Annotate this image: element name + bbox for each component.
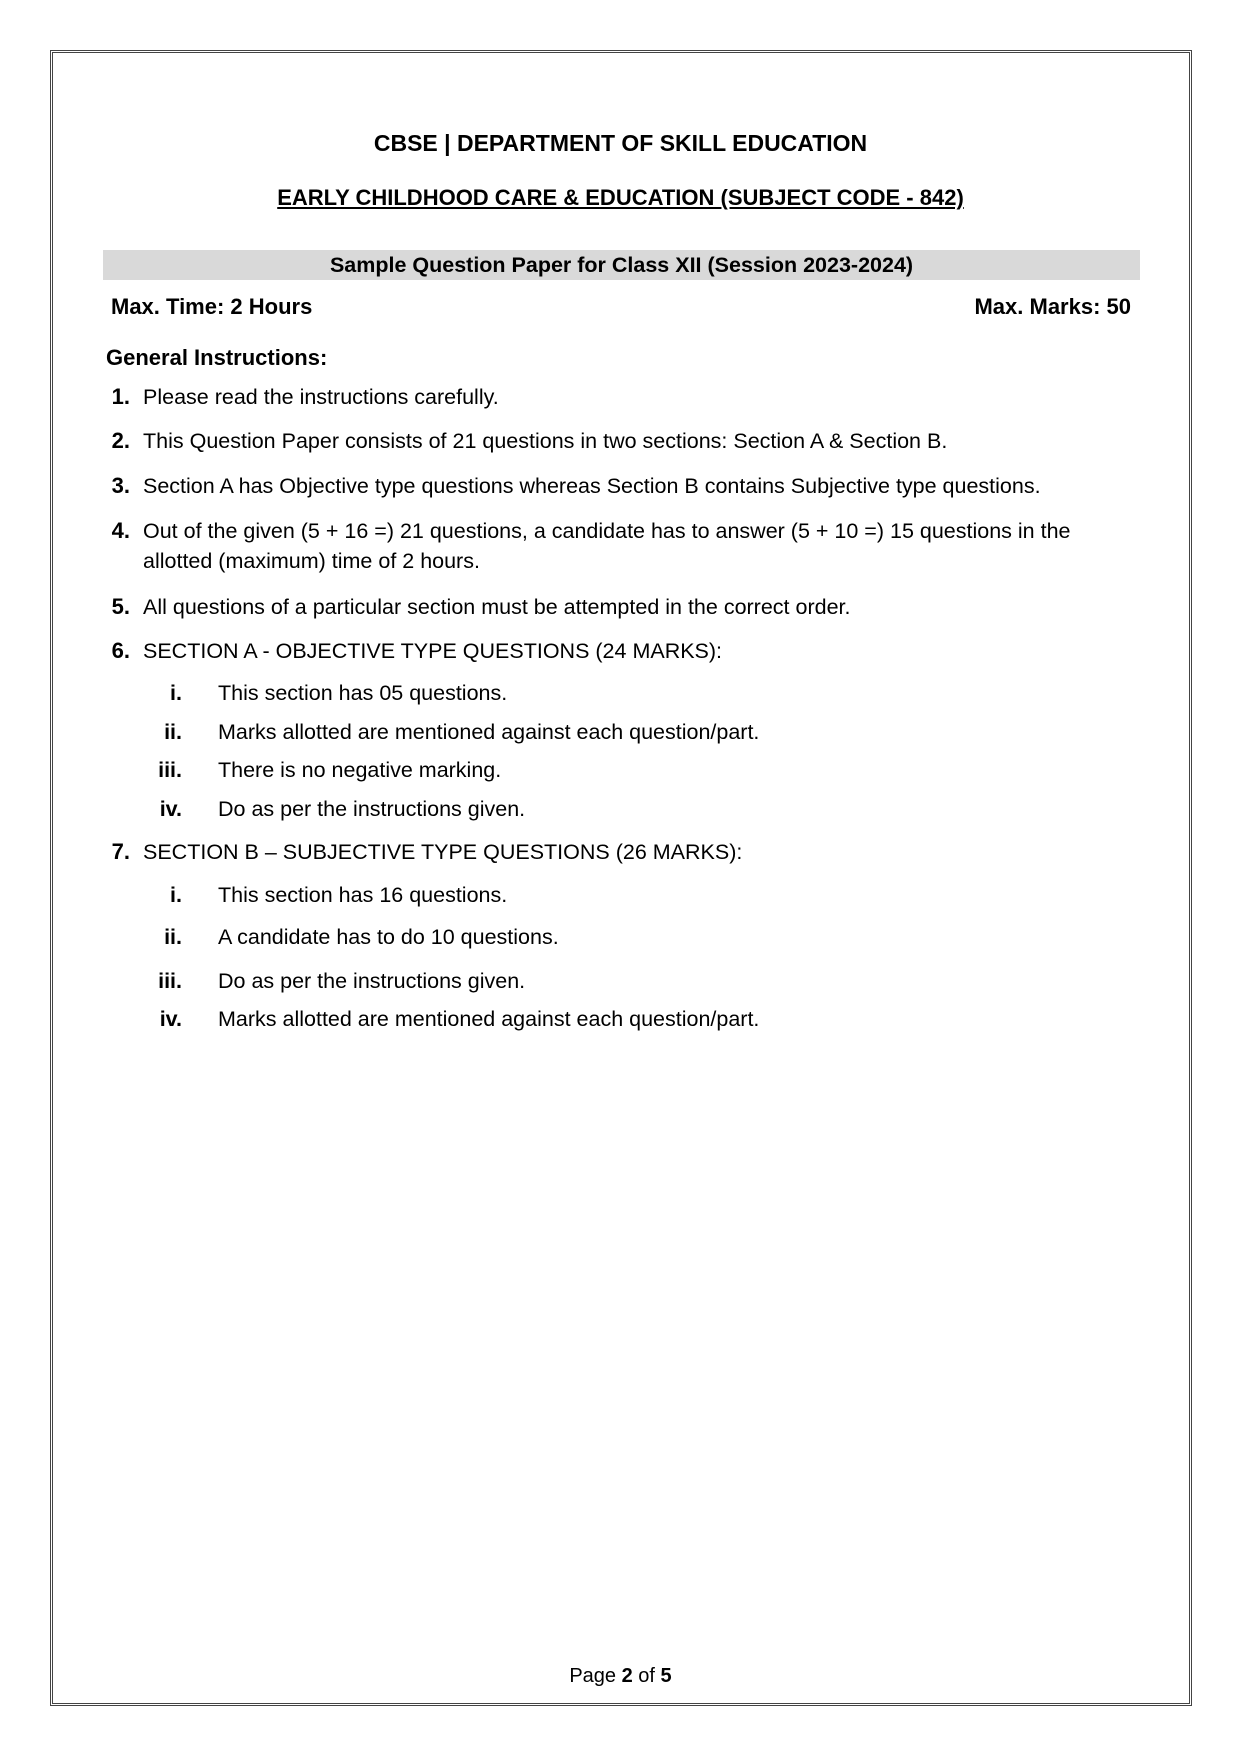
sub-item-text: There is no negative marking. xyxy=(218,758,502,782)
instruction-text: SECTION B – SUBJECTIVE TYPE QUESTIONS (26 MARKS): xyxy=(143,840,743,864)
instruction-number: 2. xyxy=(111,428,130,453)
sub-item-text: Marks allotted are mentioned against each question/part. xyxy=(218,720,760,744)
sub-item-text: Do as per the instructions given. xyxy=(218,969,526,993)
org-title: CBSE | DEPARTMENT OF SKILL EDUCATION xyxy=(373,130,868,156)
subject-title: EARLY CHILDHOOD CARE & EDUCATION (SUBJECT CODE - 842) xyxy=(277,185,964,210)
instruction-number: 4. xyxy=(111,518,130,543)
page-number xyxy=(0,1665,1241,1688)
sub-item-number: i. xyxy=(170,883,182,907)
sub-item-number: iv. xyxy=(159,1007,182,1031)
instruction-text: Section A has Objective type questions whereas Section B contains Subjective type questions. xyxy=(143,474,1041,498)
session-banner: Sample Question Paper for Class XII (Session 2023-2024) xyxy=(103,250,1140,280)
instruction-text: Out of the given (5 + 16 =) 21 questions, a candidate has to answer (5 + 10 =) 15 questions in the allotted (maximum) time of 2 hours. xyxy=(143,519,1071,573)
sub-item-number: iii. xyxy=(158,758,182,782)
sub-item-number: iii. xyxy=(158,969,182,993)
instruction-text: Please read the instructions carefully. xyxy=(143,385,499,409)
instructions-heading: General Instructions: xyxy=(106,345,328,370)
page-of: of xyxy=(638,1665,655,1687)
sub-item-text: This section has 16 questions. xyxy=(218,883,508,907)
instruction-number: 3. xyxy=(111,473,130,498)
sub-item-text: This section has 05 questions. xyxy=(218,681,508,705)
instruction-text: All questions of a particular section must be attempted in the correct order. xyxy=(143,595,851,619)
instruction-number: 7. xyxy=(111,839,130,864)
sub-item-number: iv. xyxy=(159,797,182,821)
instruction-text: This Question Paper consists of 21 questions in two sections: Section A & Section B. xyxy=(143,429,948,453)
page-prefix: Page xyxy=(569,1665,617,1687)
max-time: Max. Time: 2 Hours xyxy=(111,294,313,319)
instruction-number: 1. xyxy=(111,384,130,409)
sub-item-number: ii. xyxy=(164,925,182,949)
sub-item-text: Do as per the instructions given. xyxy=(218,797,526,821)
page-current: 2 xyxy=(621,1665,633,1687)
page-total: 5 xyxy=(660,1665,672,1687)
max-marks: Max. Marks: 50 xyxy=(974,294,1131,319)
sub-item-text: A candidate has to do 10 questions. xyxy=(218,925,559,949)
sub-item-number: ii. xyxy=(164,720,182,744)
sub-item-number: i. xyxy=(170,681,182,705)
instruction-number: 5. xyxy=(111,594,130,619)
instruction-text: SECTION A - OBJECTIVE TYPE QUESTIONS (24 MARKS): xyxy=(143,639,723,663)
sub-item-text: Marks allotted are mentioned against each question/part. xyxy=(218,1007,760,1031)
instruction-number: 6. xyxy=(111,638,130,663)
